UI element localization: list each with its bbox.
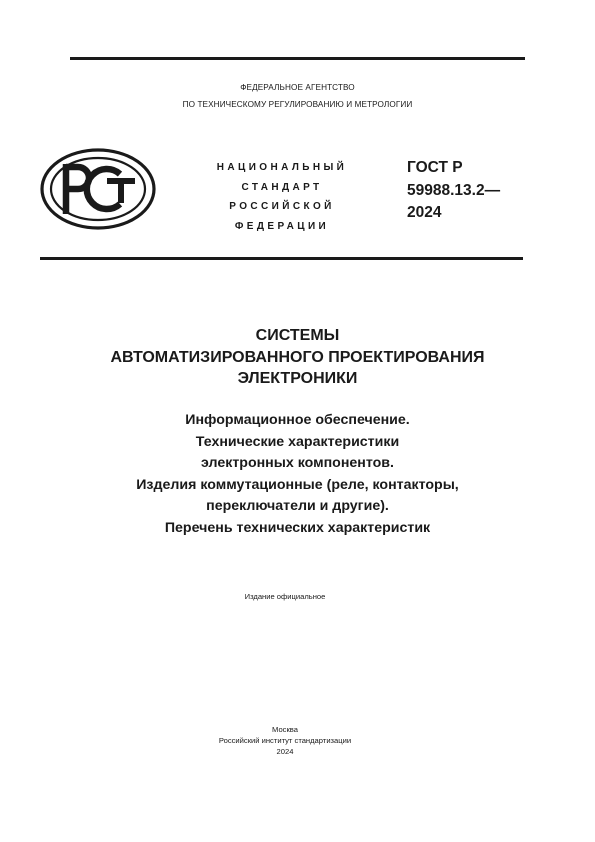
national-standard-label — [196, 158, 368, 236]
national-standard-line-1: НАЦИОНАЛЬНЫЙ — [216, 162, 348, 173]
subtitle-line-1: Информационное обеспечение. — [185, 412, 410, 428]
title-line-1: СИСТЕМЫ — [255, 327, 340, 344]
designation-line-2: 59988.13.2— — [407, 181, 501, 199]
middle-rule — [40, 257, 523, 260]
top-rule — [70, 57, 525, 60]
document-subtitle — [0, 410, 595, 539]
subtitle-line-5: переключатели и другие). — [206, 498, 389, 514]
publisher-block — [0, 725, 570, 757]
designation-line-1: ГОСТ Р — [407, 159, 463, 176]
subtitle-line-4: Изделия коммутационные (реле, контакторы, — [136, 476, 459, 493]
national-standard-line-3: РОССИЙСКОЙ — [229, 201, 335, 212]
subtitle-line-6: Перечень технических характеристик — [164, 519, 431, 536]
official-edition-label: Издание официальное — [244, 592, 326, 601]
title-line-2: АВТОМАТИЗИРОВАННОГО ПРОЕКТИРОВАНИЯ — [110, 348, 485, 366]
publisher-year: 2024 — [276, 746, 294, 756]
rst-gost-logo-icon — [40, 148, 156, 230]
standard-designation — [407, 157, 500, 225]
title-line-3: ЭЛЕКТРОНИКИ — [237, 370, 358, 387]
publisher-city: Москва — [272, 725, 298, 734]
subtitle-line-3: электронных компонентов. — [201, 455, 394, 471]
publisher-institute: Российский институт стандартизации — [218, 735, 352, 745]
national-standard-line-4: ФЕДЕРАЦИИ — [234, 220, 330, 232]
national-standard-line-2: СТАНДАРТ — [241, 181, 323, 193]
agency-line-2: ПО ТЕХНИЧЕСКОМУ РЕГУЛИРОВАНИЮ И МЕТРОЛОГИИ — [182, 100, 413, 109]
agency-line-1: ФЕДЕРАЛЬНОЕ АГЕНТСТВО — [240, 83, 355, 92]
designation-line-3: 2024 — [407, 204, 442, 221]
document-title — [0, 325, 595, 390]
subtitle-line-2: Технические характеристики — [195, 433, 400, 450]
